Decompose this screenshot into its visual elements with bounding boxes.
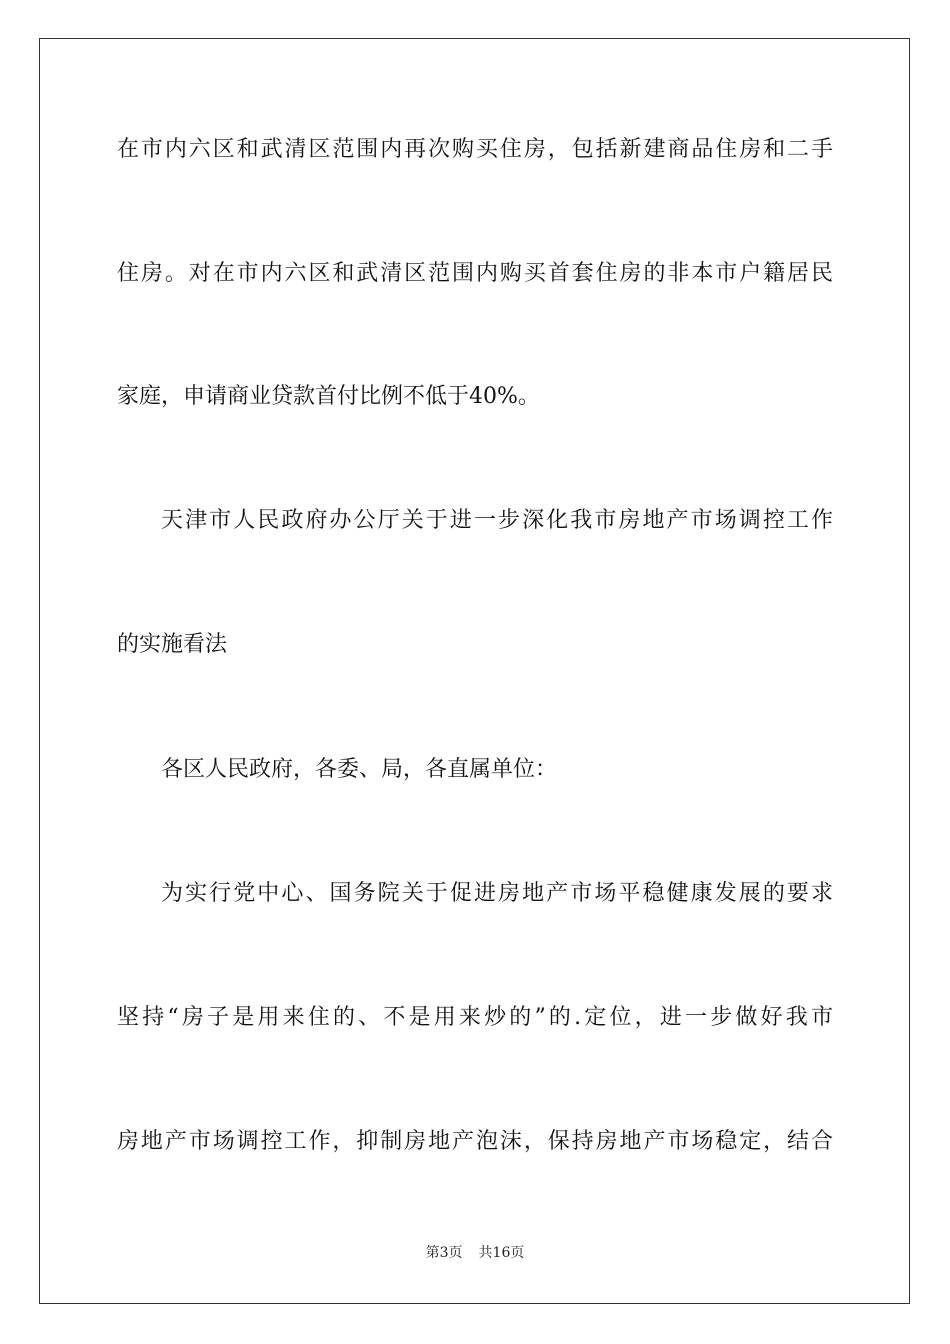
page-border [39,38,910,1304]
heading-line-1: 天津市人民政府办公厅关于进一步深化我市房地产市场调控工作 [161,508,833,533]
body-line-2: 住房。对在市内六区和武清区范围内购买首套住房的非本市户籍居民 [117,261,833,286]
heading-line-2: 的实施看法 [117,632,228,657]
salutation-line: 各区人民政府，各委、局，各直属单位： [161,757,558,782]
body-line-3: 家庭，申请商业贷款首付比例不低于40%。 [117,384,540,409]
total-pages: 共16页 [478,1245,525,1261]
body-line-4: 为实行党中心、国务院关于促进房地产市场平稳健康发展的要求 [161,881,833,906]
page-footer [0,1243,950,1263]
body-line-5: 坚持“房子是用来住的、不是用来炒的”的.定位，进一步做好我市 [117,1005,833,1030]
body-line-6: 房地产市场调控工作，抑制房地产泡沫，保持房地产市场稳定，结合 [117,1129,833,1154]
page-number: 第3页 [425,1245,463,1261]
body-line-1: 在市内六区和武清区范围内再次购买住房，包括新建商品住房和二手 [117,137,833,162]
